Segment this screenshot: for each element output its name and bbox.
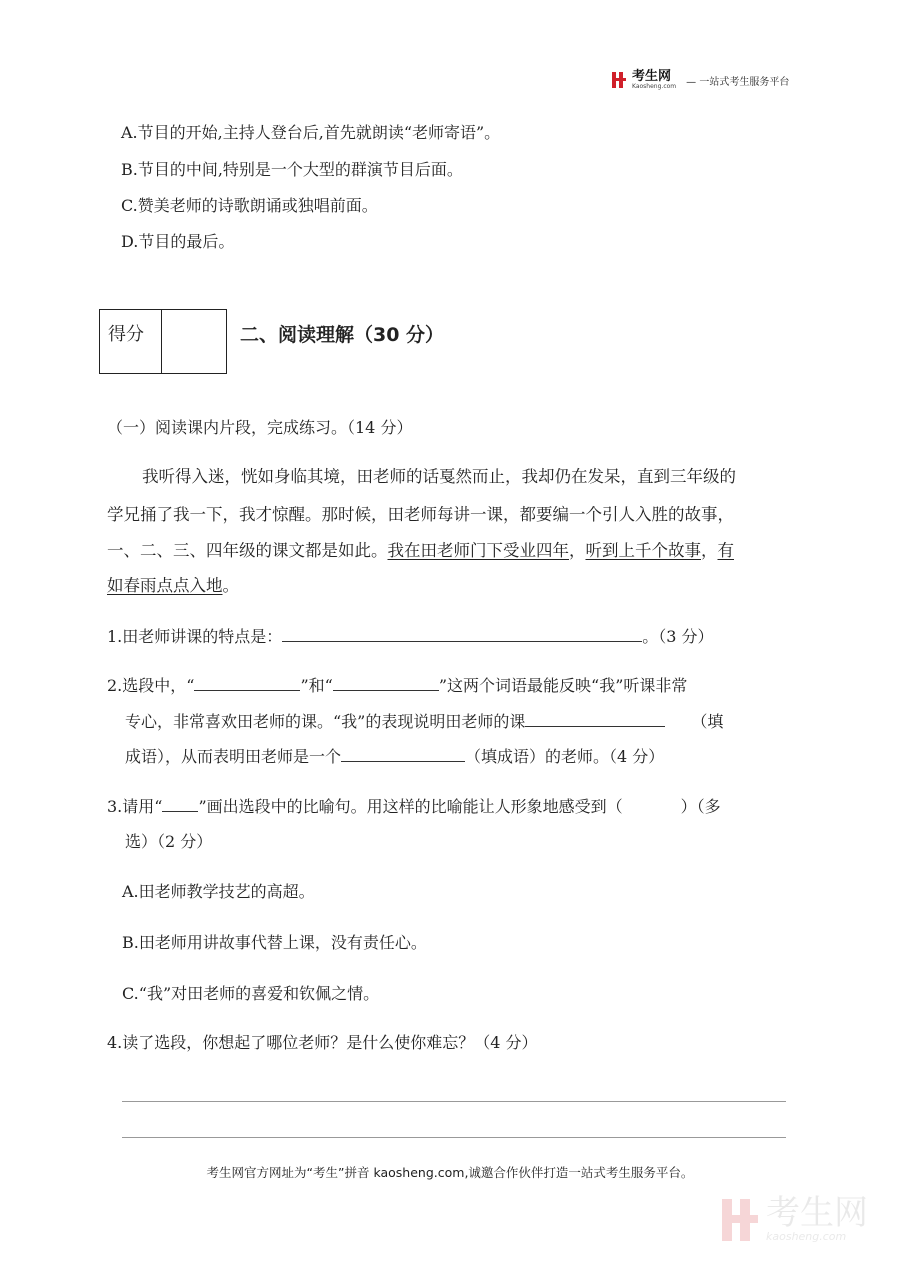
header-brand <box>612 70 789 90</box>
q2-d: 专心，非常喜欢田老师的课。“我”的表现说明田老师的课 <box>125 712 526 731</box>
watermark-text-block <box>766 1193 868 1243</box>
watermark-url: kaosheng.com <box>766 1230 847 1243</box>
passage-line-1: 我听得入迷，恍如身临其境，田老师的话戛然而止，我却仍在发呆，直到三年级的 <box>142 467 736 486</box>
q3-option-b: B.田老师用讲故事代替上课，没有责任心。 <box>122 933 427 952</box>
question-1 <box>107 627 714 647</box>
metaphor-part-3: 有 <box>717 541 734 560</box>
q2-c: ”这两个词语最能反映“我”听课非常 <box>438 676 688 695</box>
passage-comma-2: ， <box>701 541 718 560</box>
prev-option-b: B.节目的中间,特别是一个大型的群演节目后面。 <box>121 160 463 179</box>
q4-answer-line-1[interactable] <box>122 1101 786 1102</box>
q1-answer-blank[interactable] <box>282 627 642 642</box>
q2-b: ”和“ <box>300 676 333 695</box>
footer-text: 考生网官方网址为“考生”拼音 kaosheng.com,诚邀合作伙伴打造一站式考生服务平台。 <box>206 1165 694 1180</box>
passage-line-3-a: 一、二、三、四年级的课文都是如此。 <box>107 541 388 560</box>
q4-answer-line-2[interactable] <box>122 1137 786 1138</box>
q2-blank-4[interactable] <box>341 747 465 762</box>
subsection-title: （一）阅读课内片段，完成练习。（14 分） <box>107 418 413 437</box>
prev-option-d: D.节目的最后。 <box>121 232 235 251</box>
q3-a: 3.请用“ <box>107 797 163 816</box>
q3-underline-sample <box>162 797 198 812</box>
watermark <box>722 1193 868 1243</box>
q1-end: 。（3 分） <box>642 627 714 646</box>
q3-option-c: C.“我”对田老师的喜爱和钦佩之情。 <box>122 984 380 1003</box>
slogan-text: 一站式考生服务平台 <box>699 76 790 88</box>
prev-option-c: C.赞美老师的诗歌朗诵或独唱前面。 <box>121 196 378 215</box>
q2-f: 成语），从而表明田老师是一个 <box>125 747 342 766</box>
question-2-line-2 <box>125 712 723 732</box>
q2-blank-1[interactable] <box>194 676 300 691</box>
q3-d: 选）（2 分） <box>125 832 213 851</box>
passage-line-4-end: 。 <box>222 576 239 595</box>
question-2-line-1 <box>107 676 687 696</box>
passage-line-4 <box>107 576 239 596</box>
q2-blank-2[interactable] <box>333 676 439 691</box>
metaphor-part-4: 如春雨点点入地 <box>107 576 223 595</box>
brand-text <box>632 70 676 90</box>
q2-a: 2.选段中，“ <box>107 676 195 695</box>
brand-name: 考生网 <box>632 69 672 84</box>
question-2-line-3 <box>125 747 664 767</box>
passage-line-2: 学兄捅了我一下，我才惊醒。那时候，田老师每讲一课，都要编一个引人入胜的故事， <box>107 505 734 524</box>
question-3-line-1 <box>107 797 721 817</box>
score-label: 得分 <box>100 310 162 373</box>
metaphor-part-2: 听到上千个故事 <box>585 541 701 560</box>
q2-e: （填 <box>691 712 724 731</box>
brand-slogan: — 一站式考生服务平台 <box>686 76 790 88</box>
q3-c: ）（多 <box>680 797 721 816</box>
q3-option-a: A.田老师教学技艺的高超。 <box>122 882 315 901</box>
watermark-logo-icon <box>722 1199 758 1241</box>
passage-comma-1: ， <box>569 541 586 560</box>
q2-g: （填成语）的老师。（4 分） <box>465 747 665 766</box>
question-4: 4.读了选段，你想起了哪位老师？是什么使你难忘？（4 分） <box>107 1033 538 1052</box>
passage-line-3 <box>107 541 734 561</box>
section-title: 二、阅读理解（30 分） <box>240 324 445 346</box>
prev-option-a: A.节目的开始,主持人登台后,首先就朗读“老师寄语”。 <box>121 123 501 142</box>
score-blank[interactable] <box>162 310 226 373</box>
brand-url: Kaosheng.com <box>632 83 677 90</box>
q1-text: 1.田老师讲课的特点是： <box>107 627 283 646</box>
q3-b: ”画出选段中的比喻句。用这样的比喻能让人形象地感受到（ <box>198 797 623 816</box>
metaphor-part-1: 我在田老师门下受业四年 <box>387 541 569 560</box>
kaosheng-logo-icon <box>612 72 626 88</box>
watermark-name: 考生网 <box>766 1193 868 1233</box>
q2-blank-3[interactable] <box>525 712 665 727</box>
score-box <box>99 309 227 374</box>
